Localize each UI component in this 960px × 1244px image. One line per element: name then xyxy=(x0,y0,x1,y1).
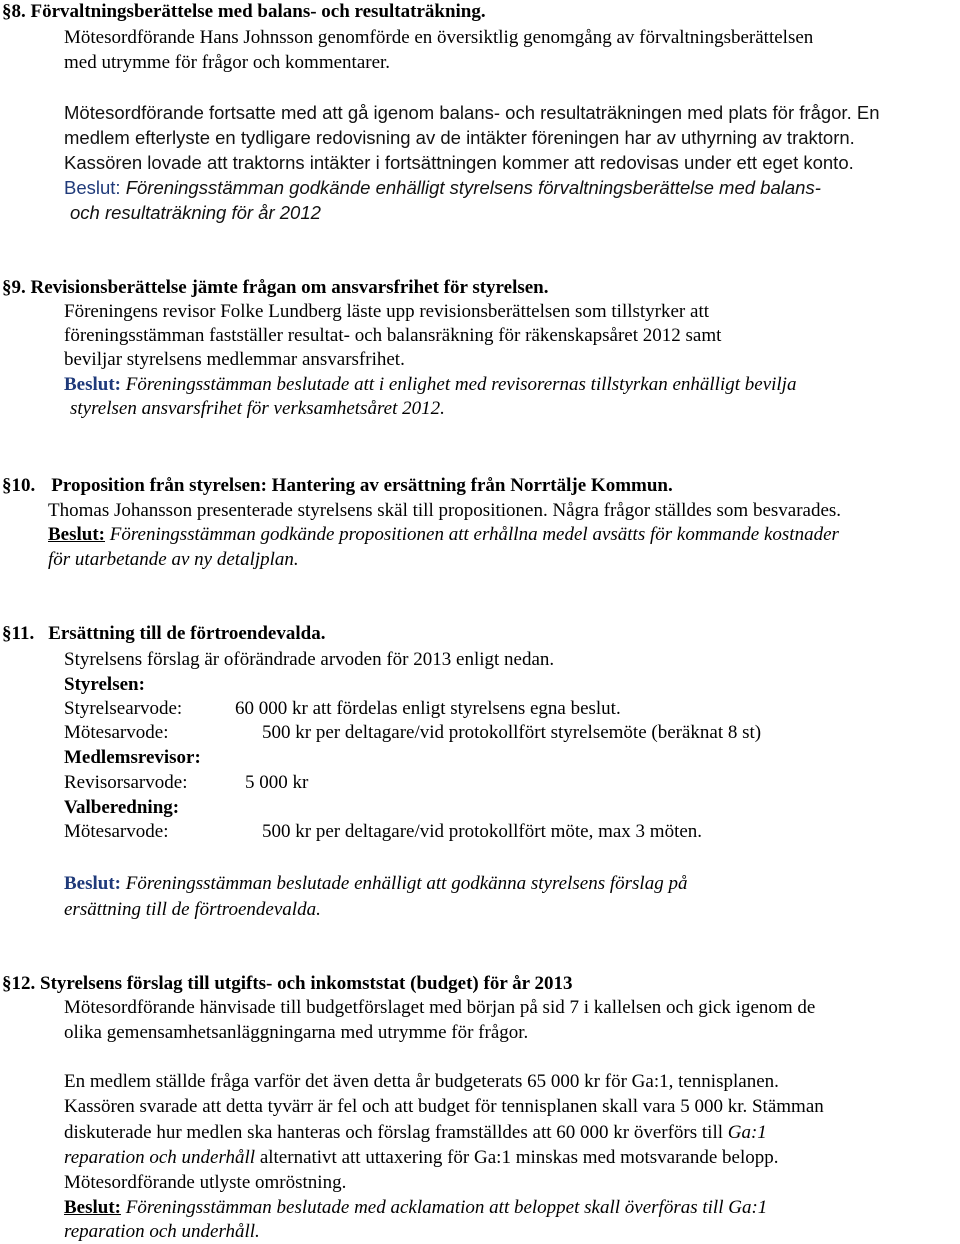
section-12-heading: §12. Styrelsens förslag till utgifts- och inkomststat (budget) för år 2013 xyxy=(2,973,573,994)
decision-text: Föreningsstämman beslutade enhälligt att godkänna styrelsens förslag på xyxy=(121,873,688,894)
group-heading-medlemsrevisor: Medlemsrevisor: xyxy=(64,747,201,768)
section-8-decision xyxy=(64,176,821,200)
section-11-decision xyxy=(64,872,687,896)
section-12-text: Kassören svarade att detta tyvärr är fel och att budget för tennisplanen skall vara 5 000 kr. Stämman xyxy=(64,1096,824,1117)
group-heading-valberedning: Valberedning: xyxy=(64,797,180,818)
decision-text: Föreningsstämman beslutade att i enlighet med revisorernas tillstyrkan enhälligt bevilja xyxy=(121,374,797,395)
section-title: Ersättning till de förtroendevalda. xyxy=(48,623,326,644)
section-12-text: En medlem ställde fråga varför det även detta år budgeterats 65 000 kr för Ga:1, tennisplanen. xyxy=(64,1071,779,1092)
section-11-decision-cont: ersättning till de förtroendevalda. xyxy=(64,899,321,920)
decision-text: Föreningsstämman beslutade med acklamation att beloppet skall överföras till Ga:1 xyxy=(121,1197,768,1218)
section-12-text xyxy=(64,1146,778,1170)
section-12-text: olika gemensamhetsanläggningarna med utrymme för frågor. xyxy=(64,1022,529,1043)
text-part-italic: Ga:1 xyxy=(727,1122,767,1143)
fee-value: 5 000 kr xyxy=(245,772,309,793)
section-9-text: föreningsstämman fastställer resultat- och balansräkning för räkenskapsåret 2012 samt xyxy=(64,325,722,346)
group-heading-styrelsen: Styrelsen: xyxy=(64,674,145,695)
fee-label: Styrelsearvode: xyxy=(64,698,183,719)
section-9-text: beviljar styrelsens medlemmar ansvarsfrihet. xyxy=(64,349,405,370)
section-8-text: Mötesordförande Hans Johnsson genomförde en översiktlig genomgång av förvaltningsberättelsen xyxy=(64,27,814,48)
fee-label: Mötesarvode: xyxy=(64,722,169,743)
section-12-text: Mötesordförande utlyste omröstning. xyxy=(64,1172,347,1193)
text-part-italic: reparation och underhåll xyxy=(64,1147,256,1168)
text-part: diskuterade hur medlen ska hanteras och förslag framställdes att 60 000 kr överförs till xyxy=(64,1122,728,1143)
section-12-decision-cont: reparation och underhåll. xyxy=(64,1221,260,1242)
section-9-text: Föreningens revisor Folke Lundberg läste upp revisionsberättelsen som tillstyrker att xyxy=(64,301,709,322)
decision-label: Beslut: xyxy=(64,374,121,395)
section-9-decision-cont: styrelsen ansvarsfrihet för verksamhetsåret 2012. xyxy=(70,398,445,419)
section-10-text: Thomas Johansson presenterade styrelsens skäl till propositionen. Några frågor ställdes som besvarades. xyxy=(48,500,842,521)
decision-text: Föreningsstämman godkände enhälligt styrelsens förvaltningsberättelse med balans- xyxy=(120,177,821,198)
section-12-decision xyxy=(64,1196,767,1220)
section-10-heading xyxy=(2,474,673,498)
decision-text: Föreningsstämman godkände propositionen att erhållna medel avsätts för kommande kostnader xyxy=(105,524,839,545)
section-10-decision-cont: för utarbetande av ny detaljplan. xyxy=(48,549,299,570)
section-11-text: Styrelsens förslag är oförändrade arvoden för 2013 enligt nedan. xyxy=(64,649,555,670)
section-title: Proposition från styrelsen: Hantering av ersättning från Norrtälje Kommun. xyxy=(51,475,673,496)
decision-label: Beslut: xyxy=(64,1197,121,1218)
section-8-text: med utrymme för frågor och kommentarer. xyxy=(64,52,391,73)
fee-value: 500 kr per deltagare/vid protokollfört styrelsemöte (beräknat 8 st) xyxy=(262,722,762,743)
decision-label: Beslut: xyxy=(48,524,105,545)
section-8-decision-cont: och resultaträkning för år 2012 xyxy=(70,202,321,223)
section-9-decision xyxy=(64,373,796,397)
section-8-heading: §8. Förvaltningsberättelse med balans- och resultaträkning. xyxy=(2,1,486,22)
section-number: §11. xyxy=(2,623,35,644)
fee-value: 500 kr per deltagare/vid protokollfört möte, max 3 möten. xyxy=(262,821,703,842)
text-part: alternativt att uttaxering för Ga:1 minskas med motsvarande belopp. xyxy=(255,1147,779,1168)
fee-label: Mötesarvode: xyxy=(64,821,169,842)
fee-value: 60 000 kr att fördelas enligt styrelsens egna beslut. xyxy=(235,698,621,719)
fee-label: Revisorsarvode: xyxy=(64,772,188,793)
section-10-decision xyxy=(48,523,839,547)
section-number: §10. xyxy=(2,475,36,496)
section-12-text: Mötesordförande hänvisade till budgetförslaget med början på sid 7 i kallelsen och gick igenom de xyxy=(64,997,816,1018)
section-12-text xyxy=(64,1121,767,1145)
section-11-heading xyxy=(2,622,325,646)
section-9-heading: §9. Revisionsberättelse jämte frågan om ansvarsfrihet för styrelsen. xyxy=(2,277,549,298)
section-8-text: Kassören lovade att traktorns intäkter i fortsättningen kommer att redovisas under ett eget konto. xyxy=(64,152,854,173)
section-8-text: medlem efterlyste en tydligare redovisning av de intäkter föreningen har av uthyrning av traktorn. xyxy=(64,127,855,148)
decision-label: Beslut: xyxy=(64,873,121,894)
section-8-text: Mötesordförande fortsatte med att gå igenom balans- och resultaträkningen med plats för frågor. En xyxy=(64,102,880,123)
decision-label: Beslut: xyxy=(64,177,121,198)
